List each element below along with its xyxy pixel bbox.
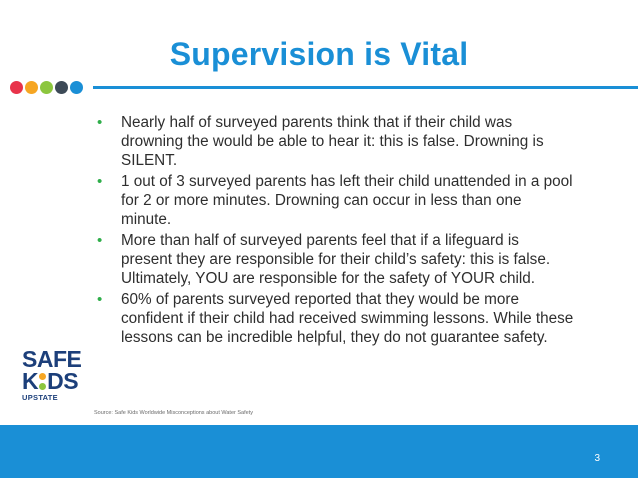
bullet-text: More than half of surveyed parents feel that if a lifeguard is present they are responsible for their child’s safety: this is false. Ultimately, YOU are responsible for the safety of YOUR child. (121, 232, 551, 287)
dot-orange (25, 81, 38, 94)
dot-red (10, 81, 23, 94)
bullet-item (94, 290, 574, 347)
footer-bar (0, 425, 638, 478)
bullet-text: Nearly half of surveyed parents think that if their child was drowning the would be able to hear it: this is false. Drowning is SILENT. (121, 114, 544, 169)
bullet-icon: • (97, 232, 103, 249)
safe-kids-logo (22, 346, 82, 402)
source-citation: Source: Safe Kids Worldwide Misconceptions about Water Safety (94, 410, 253, 416)
bullet-item (94, 113, 574, 170)
logo-line-3: UPSTATE (22, 393, 58, 402)
logo-ds: DS (47, 368, 79, 394)
bullet-list (94, 113, 574, 349)
dot-blue (70, 81, 83, 94)
bullet-text: 1 out of 3 surveyed parents has left their child unattended in a pool for 2 or more minutes. Drowning can occur in less than one minute. (121, 173, 573, 228)
bullet-icon: • (97, 114, 103, 131)
bullet-item (94, 172, 574, 229)
bullet-text: 60% of parents surveyed reported that they would be more confident if their child had received swimming lessons. While these lessons can be incredible helpful, they do not guarantee safety. (121, 291, 574, 346)
slide-title: Supervision is Vital (169, 36, 469, 72)
dot-dark (55, 81, 68, 94)
bullet-item (94, 231, 574, 288)
logo-i-dots-icon (39, 373, 46, 390)
decorative-dots (10, 81, 83, 94)
logo-k: K (22, 368, 39, 394)
bullet-icon: • (97, 173, 103, 190)
logo-line-1: SAFE (22, 346, 82, 372)
page-number: 3 (594, 453, 600, 464)
bullet-icon: • (97, 291, 103, 308)
dot-green (40, 81, 53, 94)
logo-line-2 (22, 368, 79, 394)
title-divider (93, 86, 638, 89)
